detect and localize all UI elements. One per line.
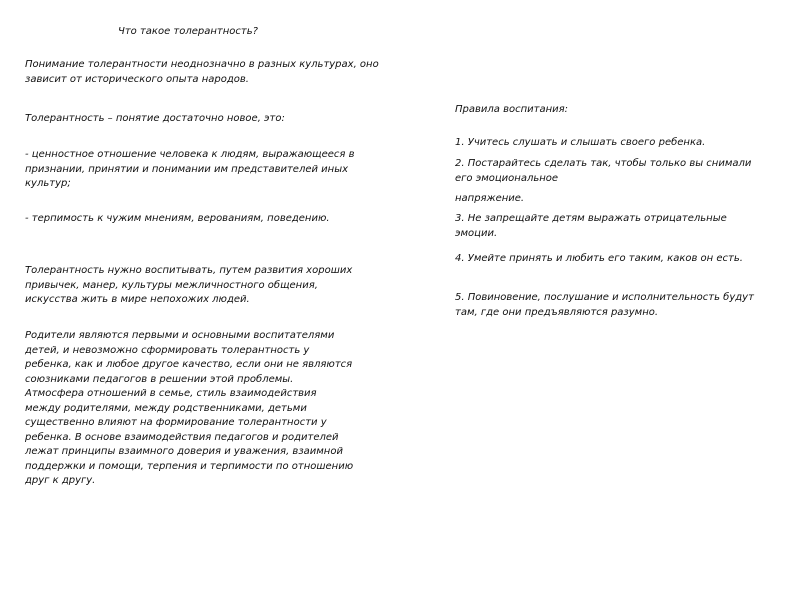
- definition-paragraph: Толерантность – понятие достаточно новое, это:: [25, 113, 285, 124]
- rule-item-2-continuation: напряжение.: [455, 193, 525, 204]
- parents-paragraph: Родители являются первыми и основными воспитателями детей, и невозможно сформировать толерантность у ребенка, как и любое другое качество, если они не являются союзниками педагогов в решении этой проблемы. Атмосфера отношений в семье, стиль взаимодействия между родителями, между родственниками, детьми существенно влияют на формирование толерантности у ребенка. В основе взаимодействия педагогов и родителей лежат принципы взаимного доверия и уважения, взаимной поддержки и помощи, терпения и терпимости по отношению друг к другу.: [25, 330, 354, 486]
- rule-item-2: 2. Постарайтесь сделать так, чтобы только вы снимали его эмоциональное: [455, 158, 752, 184]
- rule-item-5: 5. Повиновение, послушание и исполнительность будут там, где они предъявляются разумно.: [455, 292, 754, 318]
- definition-bullet-tolerance: - терпимость к чужим мнениям, верованиям, поведению.: [25, 213, 330, 224]
- education-paragraph: Толерантность нужно воспитывать, путем развития хороших привычек, манер, культуры межличностного общения, искусства жить в мире непохожих людей.: [25, 265, 353, 305]
- intro-paragraph: Понимание толерантности неоднозначно в разных культурах, оно зависит от исторического опыта народов.: [25, 59, 379, 85]
- rules-title: Правила воспитания:: [455, 104, 569, 115]
- rule-item-1: 1. Учитесь слушать и слышать своего ребенка.: [455, 137, 706, 148]
- rule-item-3: 3. Не запрещайте детям выражать отрицательные эмоции.: [455, 213, 727, 239]
- rule-item-4: 4. Умейте принять и любить его таким, каков он есть.: [455, 253, 743, 264]
- definition-bullet-values: - ценностное отношение человека к людям, выражающееся в признании, принятии и понимании им представителей иных культур;: [25, 149, 355, 189]
- page-title: Что такое толерантность?: [118, 26, 258, 37]
